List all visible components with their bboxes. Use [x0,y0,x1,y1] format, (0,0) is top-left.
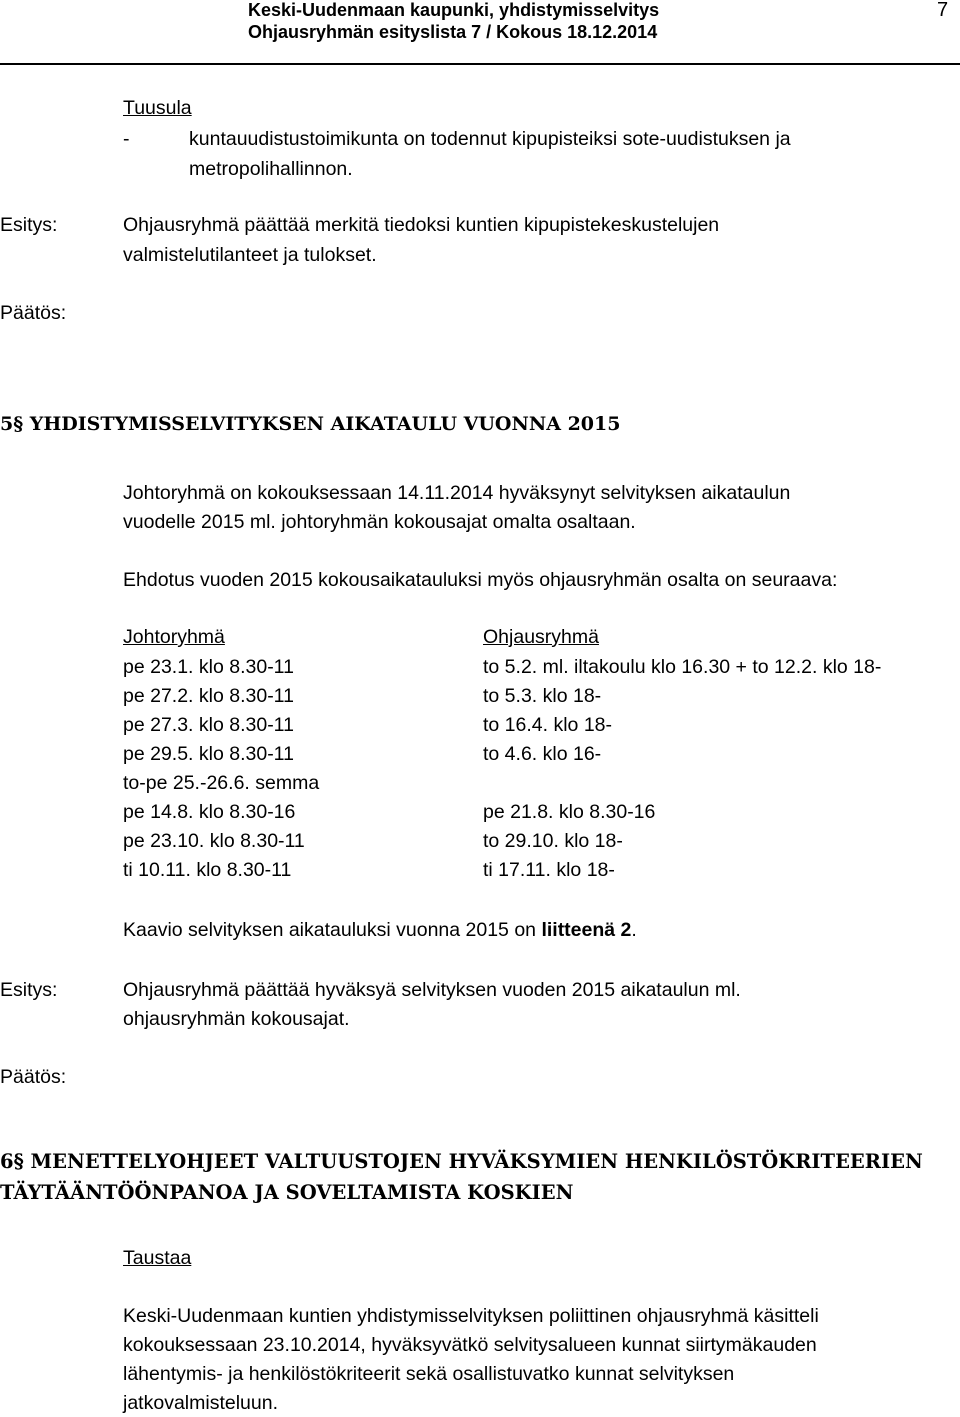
item5-para1-line-1: Johtoryhmä on kokouksessaan 14.11.2014 hyväksynyt selvityksen aikataulun [123,482,791,504]
schedule-johto-cell: ti 10.11. klo 8.30-11 [123,859,292,881]
schedule-ohjaus-cell: to 5.2. ml. iltakoulu klo 16.30 + to 12.2. klo 18- [483,656,882,678]
schedule-ohjaus-cell: to 16.4. klo 18- [483,714,612,736]
esitys-label: Esitys: [0,214,58,236]
page-number: 7 [937,0,949,21]
schedule-johto-cell: pe 29.5. klo 8.30-11 [123,743,294,765]
schedule-ohjaus-cell: to 5.3. klo 18- [483,685,602,707]
schedule-johto-cell: to-pe 25.-26.6. semma [123,772,320,794]
section-6-title-line-2: TÄYTÄÄNTÖÖNPANOA JA SOVELTAMISTA KOSKIEN [0,1181,574,1204]
esitys-label: Esitys: [0,979,58,1001]
schedule-johto-cell: pe 23.1. klo 8.30-11 [123,656,294,678]
item6-para-line: Keski-Uudenmaan kuntien yhdistymisselvityksen poliittinen ohjausryhmä käsitteli [123,1305,819,1327]
tuusula-dash: - [123,128,130,150]
esitys-line-2: valmistelutilanteet ja tulokset. [123,244,377,266]
schedule-johto-cell: pe 23.10. klo 8.30-11 [123,830,305,852]
kaavio-end: . [631,919,637,941]
schedule-ohjaus-cell: ti 17.11. klo 18- [483,859,615,881]
kaavio-attachment: liitteenä 2 [541,919,632,941]
tuusula-heading: Tuusula [123,97,192,119]
kaavio-line [123,919,637,942]
item5-para2: Ehdotus vuoden 2015 kokousaikatauluksi myös ohjausryhmän osalta on seuraava: [123,569,838,591]
schedule-col1-header: Johtoryhmä [123,626,225,648]
schedule-johto-cell: pe 27.2. klo 8.30-11 [123,685,294,707]
header-line-2: Ohjausryhmän esityslista 7 / Kokous 18.12.2014 [248,22,658,42]
schedule-ohjaus-cell: to 4.6. klo 16- [483,743,602,765]
schedule-johto-cell: pe 27.3. klo 8.30-11 [123,714,294,736]
kaavio-text: Kaavio selvityksen aikatauluksi vuonna 2015 on [123,919,542,941]
esitys-line-2: ohjausryhmän kokousajat. [123,1008,350,1030]
item6-para-line: kokouksessaan 23.10.2014, hyväksyvätkö selvitysalueen kunnat siirtymäkauden [123,1334,817,1356]
header-rule [0,63,960,65]
schedule-ohjaus-cell: to 29.10. klo 18- [483,830,623,852]
header-line-1: Keski-Uudenmaan kaupunki, yhdistymisselvitys [248,0,660,20]
tuusula-line-1: kuntauudistustoimikunta on todennut kipupisteiksi sote-uudistuksen ja [189,128,791,150]
esitys-line-1: Ohjausryhmä päättää hyväksyä selvityksen vuoden 2015 aikataulun ml. [123,979,741,1001]
section-5-title: 5§ YHDISTYMISSELVITYKSEN AIKATAULU VUONNA 2015 [0,413,621,435]
schedule-johto-cell: pe 14.8. klo 8.30-16 [123,801,296,823]
section-6-title-line-1: 6§ MENETTELYOHJEET VALTUUSTOJEN HYVÄKSYMIEN HENKILÖSTÖKRITEERIEN [0,1150,923,1173]
taustaa-heading: Taustaa [123,1247,192,1269]
paatos-label: Päätös: [0,302,67,324]
tuusula-line-2: metropolihallinnon. [189,158,353,180]
item6-para-line: jatkovalmisteluun. [123,1392,278,1414]
item5-para1-line-2: vuodelle 2015 ml. johtoryhmän kokousajat omalta osaltaan. [123,511,636,533]
paatos-label: Päätös: [0,1066,67,1088]
schedule-col2-header: Ohjausryhmä [483,626,599,648]
esitys-line-1: Ohjausryhmä päättää merkitä tiedoksi kuntien kipupistekeskustelujen [123,214,720,236]
schedule-ohjaus-cell: pe 21.8. klo 8.30-16 [483,801,656,823]
item6-para-line: lähentymis- ja henkilöstökriteerit sekä osallistuvatko kunnat selvityksen [123,1363,735,1385]
